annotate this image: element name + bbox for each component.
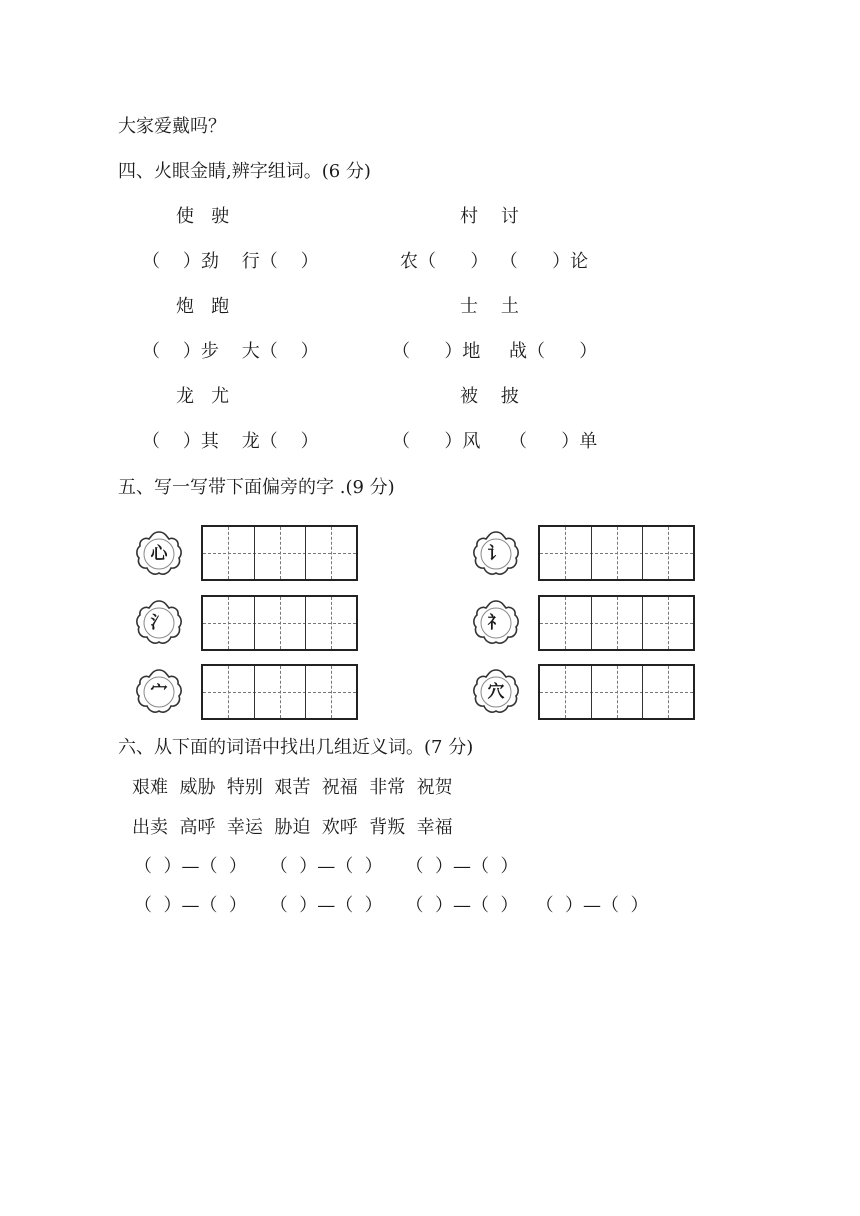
q5-title: 五、写一写带下面偏旁的字 .(9 分): [118, 477, 395, 498]
writing-grid[interactable]: [538, 595, 695, 651]
radical-badge: [133, 666, 185, 718]
writing-grid[interactable]: [201, 664, 358, 720]
radical-badge: [470, 666, 522, 718]
q4-chars-1b: 村 讨: [460, 206, 519, 227]
writing-grid[interactable]: [201, 595, 358, 651]
radical-badge: [470, 597, 522, 649]
q4-chars-1a: 使 驶: [176, 206, 230, 227]
radical-label: 讠: [487, 544, 505, 564]
radical-badge: [133, 597, 185, 649]
q6-words-line2: 出卖 高呼 幸运 胁迫 欢呼 背叛 幸福: [132, 817, 453, 838]
radical-label: 宀: [150, 682, 168, 702]
radical-label: 穴: [487, 682, 505, 702]
writing-grid[interactable]: [201, 525, 358, 581]
writing-grid[interactable]: [538, 525, 695, 581]
q4-blanks-3a: （ ）其 龙（ ）: [142, 431, 319, 452]
radical-badge: [133, 528, 185, 580]
q4-blanks-3b: （ ）风 （ ）单: [392, 431, 598, 452]
q4-blanks-2a: （ ）步 大（ ）: [142, 341, 319, 362]
q4-blanks-1a: （ ）劲 行（ ）: [142, 251, 319, 272]
q4-blanks-2b: （ ）地 战（ ）: [392, 341, 598, 362]
q4-chars-2a: 炮 跑: [176, 296, 230, 317]
q6-answer-line2[interactable]: （ ）—（ ） （ ）—（ ） （ ）—（ ） （ ）—（ ）: [134, 895, 649, 916]
q4-blanks-1b: 农（ ） （ ）论: [400, 251, 589, 272]
continuation-text: 大家爱戴吗？: [118, 116, 226, 137]
writing-grid[interactable]: [538, 664, 695, 720]
radical-badge: [470, 528, 522, 580]
q4-chars-3b: 被 披: [460, 386, 519, 407]
q4-chars-3a: 龙 尤: [176, 386, 230, 407]
radical-label: 礻: [487, 613, 505, 633]
q6-title: 六、从下面的词语中找出几组近义词。(7 分): [118, 737, 474, 758]
radical-label: 心: [150, 544, 168, 564]
q4-title: 四、火眼金睛,辨字组词。(6 分): [118, 161, 371, 182]
q4-chars-2b: 士 土: [460, 296, 519, 317]
radical-label: 氵: [150, 613, 168, 633]
q6-words-line1: 艰难 威胁 特别 艰苦 祝福 非常 祝贺: [132, 777, 453, 798]
q6-answer-line1[interactable]: （ ）—（ ） （ ）—（ ） （ ）—（ ）: [134, 856, 519, 877]
